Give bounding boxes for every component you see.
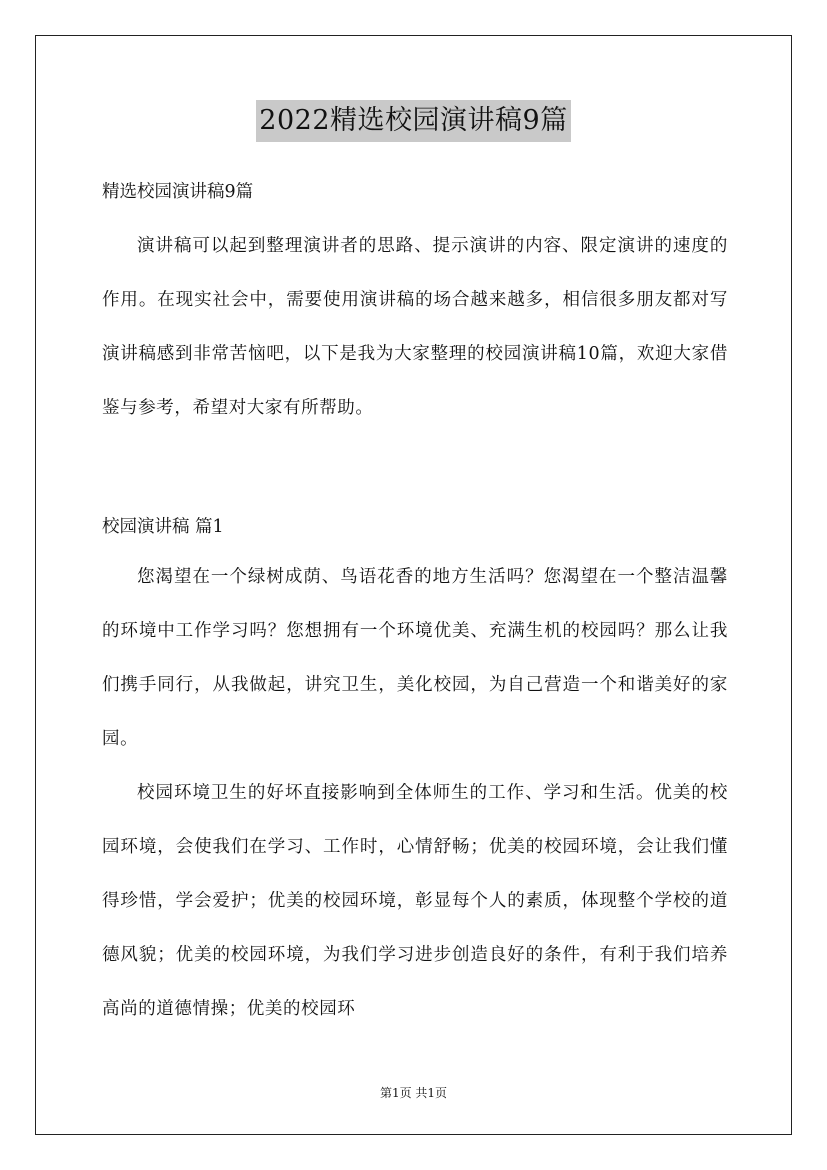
section-heading: 校园演讲稿 篇1 — [102, 517, 224, 537]
body-paragraph: 您渴望在一个绿树成荫、鸟语花香的地方生活吗？您渴望在一个整洁温馨的环境中工作学习吗？您想拥有一个环境优美、充满生机的校园吗？那么让我们携手同行，从我做起，讲究卫生，美化校园，为自己营造一个和谐美好的家园。 — [102, 567, 728, 749]
title-container — [0, 100, 827, 142]
document-subtitle: 精选校园演讲稿9篇 — [102, 182, 254, 202]
body-paragraph: 校园环境卫生的好坏直接影响到全体师生的工作、学习和生活。优美的校园环境，会使我们在学习、工作时，心情舒畅；优美的校园环境，会让我们懂得珍惜，学会爱护；优美的校园环境，彰显每个人的素质，体现整个学校的道德风貌；优美的校园环境，为我们学习进步创造良好的条件，有利于我们培养高尚的道德情操；优美的校园环 — [102, 783, 728, 1019]
document-title: 2022精选校园演讲稿9篇 — [256, 100, 570, 142]
document-body — [102, 170, 728, 1036]
page-footer: 第1页 共1页 — [379, 1086, 448, 1100]
intro-paragraph: 演讲稿可以起到整理演讲者的思路、提示演讲的内容、限定演讲的速度的作用。在现实社会中，需要使用演讲稿的场合越来越多，相信很多朋友都对写演讲稿感到非常苦恼吧，以下是我为大家整理的校园演讲稿10篇，欢迎大家借鉴与参考，希望对大家有所帮助。 — [102, 236, 728, 418]
